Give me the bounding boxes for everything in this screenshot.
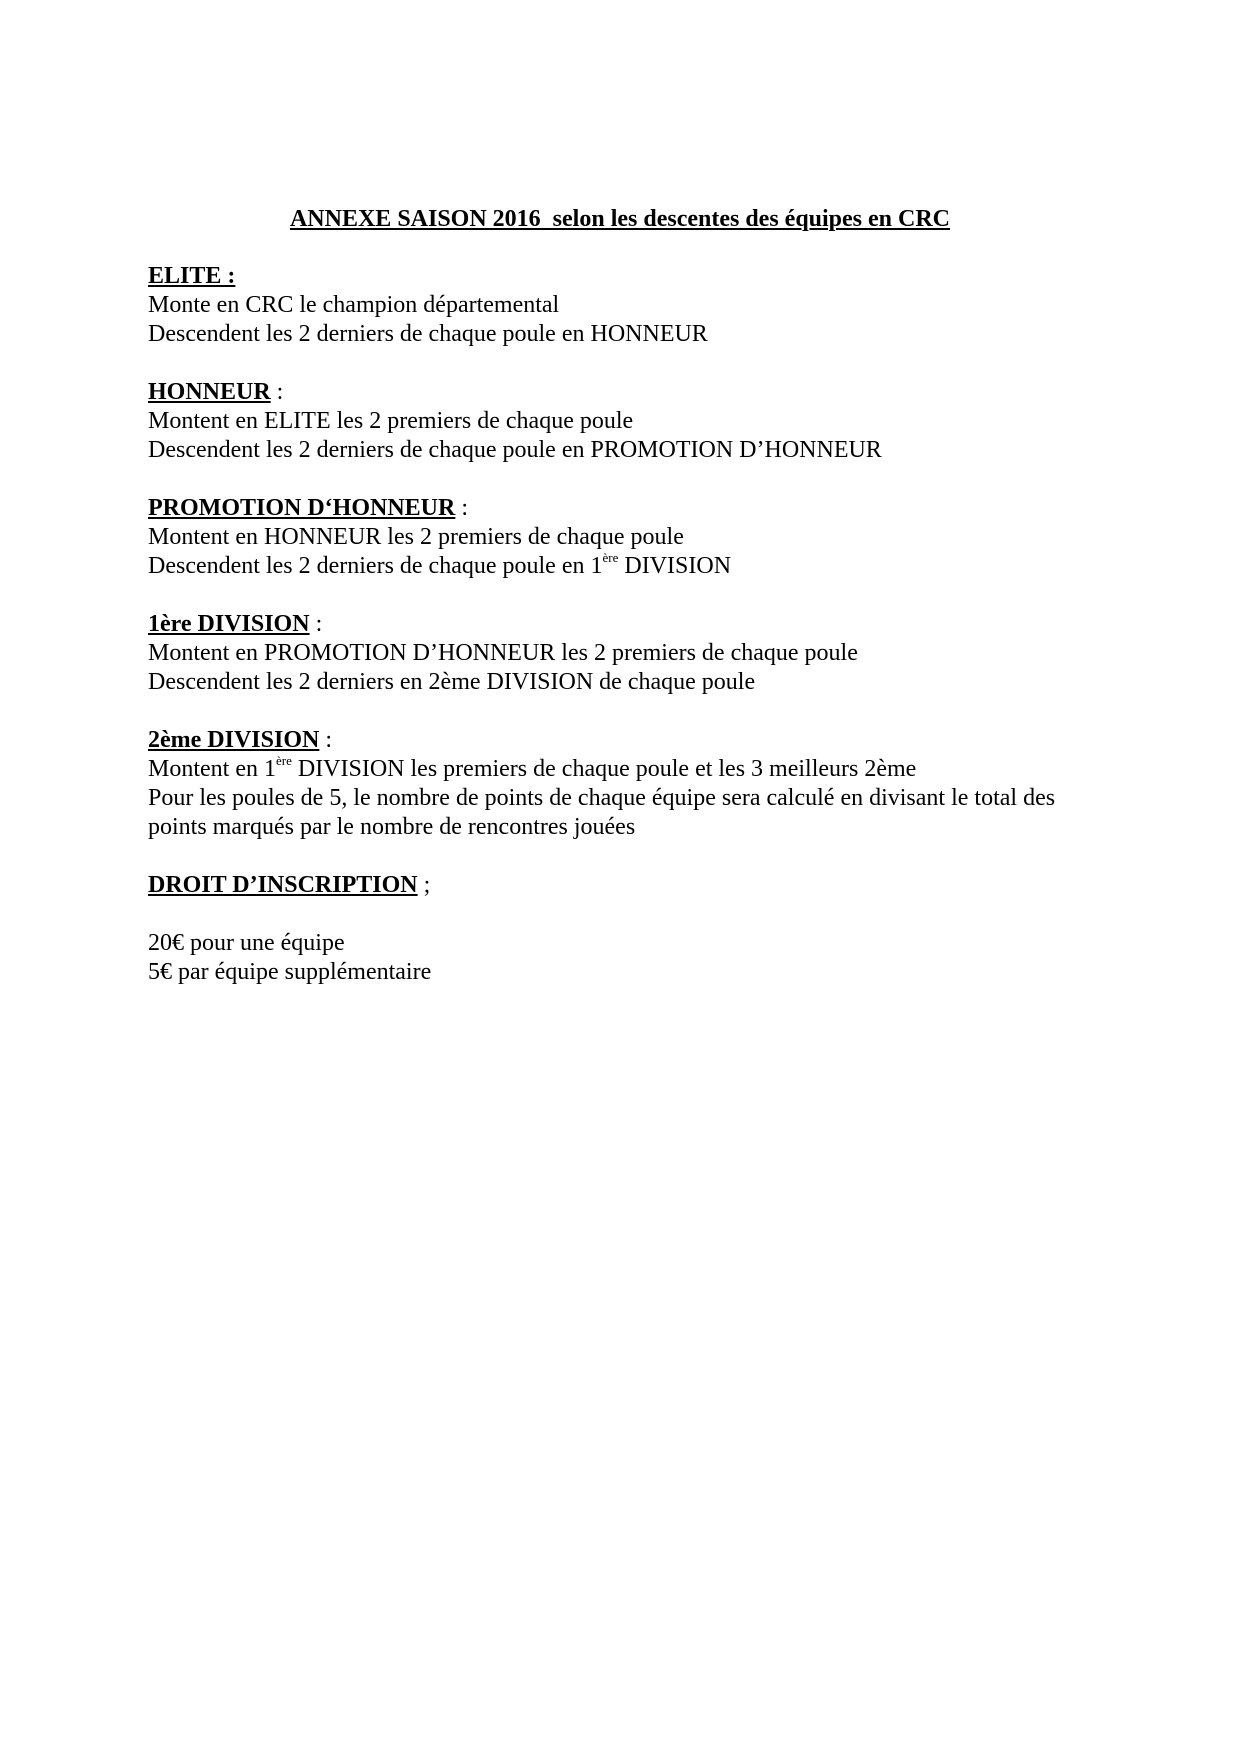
section-line: Pour les poules de 5, le nombre de points de chaque équipe sera calculé en divisant le total des — [148, 785, 1056, 811]
fee-item: 20€ pour une équipe — [148, 930, 345, 956]
fee-item: 5€ par équipe supplémentaire — [148, 959, 432, 985]
document-title: ANNEXE SAISON 2016 selon les descentes des équipes en CRC — [289, 206, 951, 232]
section-heading: HONNEUR — [148, 379, 271, 405]
section-line: Montent en ELITE les 2 premiers de chaque poule — [148, 408, 634, 434]
section-line: Montent en HONNEUR les 2 premiers de chaque poule — [148, 524, 684, 550]
section-2eme-division — [148, 726, 1128, 842]
section-line: points marqués par le nombre de rencontres jouées — [148, 814, 636, 840]
heading-suffix: : — [319, 727, 332, 753]
heading-suffix: ; — [417, 872, 431, 898]
section-honneur — [148, 378, 1128, 465]
section-line: Monte en CRC le champion départemental — [148, 292, 560, 318]
section-heading: ELITE : — [148, 263, 236, 289]
section-line: Descendent les 2 derniers de chaque poule en 1ère DIVISION — [148, 550, 732, 579]
section-line: Descendent les 2 derniers en 2ème DIVISION de chaque poule — [148, 669, 756, 695]
section-heading: 1ère DIVISION — [148, 611, 310, 637]
section-line: Montent en 1ère DIVISION les premiers de chaque poule et les 3 meilleurs 2ème — [148, 753, 917, 782]
section-droit-inscription — [148, 871, 1128, 987]
heading-suffix: : — [309, 611, 323, 637]
section-line: Montent en PROMOTION D’HONNEUR les 2 premiers de chaque poule — [148, 640, 858, 666]
fee-list — [148, 929, 1128, 987]
section-heading: 2ème DIVISION — [148, 727, 320, 753]
section-line: Descendent les 2 derniers de chaque poule en HONNEUR — [148, 321, 708, 347]
ordinal-superscript: ère — [275, 753, 292, 768]
heading-suffix: : — [270, 379, 284, 405]
section-promotion-honneur — [148, 494, 1128, 581]
section-heading: DROIT D’INSCRIPTION — [148, 872, 418, 898]
section-heading: PROMOTION D‘HONNEUR — [148, 495, 456, 521]
ordinal-superscript: ère — [602, 550, 619, 565]
document-body — [148, 262, 1128, 1016]
section-elite — [148, 262, 1128, 349]
section-line: Descendent les 2 derniers de chaque poule en PROMOTION D’HONNEUR — [148, 437, 882, 463]
heading-suffix: : — [455, 495, 468, 521]
section-1ere-division — [148, 610, 1128, 697]
